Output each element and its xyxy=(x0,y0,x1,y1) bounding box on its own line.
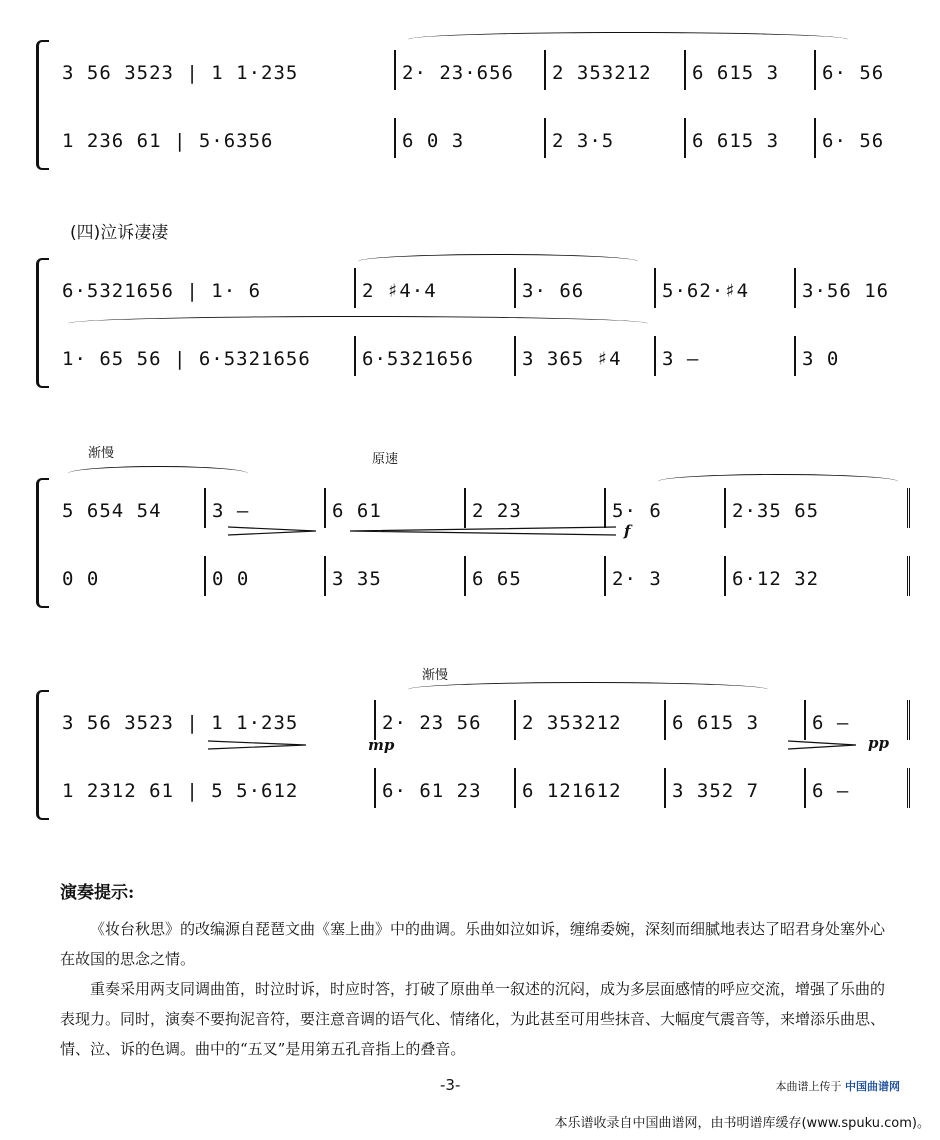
measure xyxy=(206,488,326,528)
measure-notes: 2· 3 xyxy=(612,568,662,590)
tempo-mark: 原速 xyxy=(372,452,399,467)
measure xyxy=(326,488,466,528)
measure-notes: 6 615 3 xyxy=(692,62,780,84)
tempo-mark: 渐慢 xyxy=(88,446,115,461)
measure-notes: 3·56 16 xyxy=(802,280,890,302)
measure xyxy=(726,488,910,528)
measure xyxy=(686,50,816,90)
measure xyxy=(396,118,546,158)
staff-bracket xyxy=(36,258,49,388)
tempo-mark: 渐慢 xyxy=(422,668,449,683)
dynamic-pp: pp xyxy=(868,734,889,752)
measure-notes: 3 56 3523 | 1 1·235 xyxy=(62,62,299,84)
slur xyxy=(358,254,638,269)
lower-voice-row xyxy=(56,556,912,596)
lower-voice-row xyxy=(56,118,912,158)
measure xyxy=(466,488,606,528)
upper-voice-row xyxy=(56,488,912,528)
upload-credit xyxy=(776,1078,901,1094)
measure xyxy=(816,118,912,158)
measure-notes: 6 65 xyxy=(472,568,522,590)
lower-voice-row xyxy=(56,336,912,376)
measure-notes: 2 ♯4·4 xyxy=(362,280,437,302)
measure xyxy=(356,336,516,376)
measure xyxy=(516,768,666,808)
slur xyxy=(68,466,248,481)
staff-bracket xyxy=(36,40,49,170)
section-title: (四)泣诉凄凄 xyxy=(70,223,169,243)
measure xyxy=(656,336,796,376)
dynamic-mp: mp xyxy=(368,736,395,754)
measure-notes: 3 0 xyxy=(802,348,840,370)
measure-notes: 2 353212 xyxy=(522,712,622,734)
measure-notes: 2·35 65 xyxy=(732,500,820,522)
dynamic-f: f xyxy=(624,522,631,540)
measure xyxy=(466,556,606,596)
measure xyxy=(396,50,546,90)
measure xyxy=(686,118,816,158)
footer-source: 本乐谱收录自中国曲谱网，由书明谱库缓存(www.spuku.com)。 xyxy=(554,1116,930,1131)
performance-notes-heading: 演奏提示: xyxy=(60,883,135,903)
measure-notes: 6 0 3 xyxy=(402,130,465,152)
measure-notes: 6·5321656 | 1· 6 xyxy=(62,280,262,302)
measure xyxy=(376,768,516,808)
upload-text: 本曲谱上传于 xyxy=(775,1080,842,1093)
score-system-4 xyxy=(28,668,912,820)
measure xyxy=(546,50,686,90)
upper-voice-row xyxy=(56,700,912,740)
measure-notes: 6 121612 xyxy=(522,780,622,802)
measure-notes: 2· 23·656 xyxy=(402,62,514,84)
measure xyxy=(656,268,796,308)
staff-bracket xyxy=(36,690,49,820)
measure xyxy=(56,118,396,158)
measure-notes: 3 35 xyxy=(332,568,382,590)
lower-voice-row xyxy=(56,768,912,808)
measure xyxy=(56,50,396,90)
measure xyxy=(816,50,912,90)
measure xyxy=(56,700,376,740)
measure-notes: 3 365 ♯4 xyxy=(522,348,622,370)
measure xyxy=(516,700,666,740)
measure xyxy=(666,768,806,808)
slur xyxy=(658,474,898,489)
measure-notes: 3 352 7 xyxy=(672,780,760,802)
measure-notes: 0 0 xyxy=(212,568,250,590)
performance-notes xyxy=(60,878,890,1064)
measure-notes: 1 2312 61 | 5 5·612 xyxy=(62,780,299,802)
upper-voice-row xyxy=(56,268,912,308)
measure xyxy=(516,268,656,308)
measure xyxy=(56,488,206,528)
slur xyxy=(408,682,768,697)
measure-notes: 3 — xyxy=(662,348,700,370)
decrescendo-hairpin xyxy=(208,740,308,750)
decrescendo-hairpin xyxy=(788,740,858,750)
measure-notes: 5·62·♯4 xyxy=(662,280,750,302)
measure xyxy=(376,700,516,740)
measure xyxy=(726,556,910,596)
upper-voice-row xyxy=(56,50,912,90)
upload-site-logo: 中国曲谱网 xyxy=(845,1080,900,1093)
staff-bracket xyxy=(36,478,49,608)
measure xyxy=(806,700,910,740)
measure-notes: 6 — xyxy=(812,780,850,802)
measure-notes: 1 236 61 | 5·6356 xyxy=(62,130,274,152)
performance-notes-paragraph: 重奏采用两支同调曲笛，时泣时诉，时应时答，打破了原曲单一叙述的沉闷，成为多层面感情的呼应交流，增强了乐曲的表现力。同时，演奏不要拘泥音符，要注意音调的语气化、情绪化，为此甚至可用些抹音、大幅度气震音等，来增添乐曲思、情、泣、诉的色调。曲中的“五叉”是用第五孔音指上的叠音。 xyxy=(60,980,886,1058)
measure xyxy=(796,268,912,308)
measure-notes: 0 0 xyxy=(62,568,100,590)
measure xyxy=(356,268,516,308)
measure-notes: 3 56 3523 | 1 1·235 xyxy=(62,712,299,734)
measure-notes: 6 61 xyxy=(332,500,382,522)
score-system-1 xyxy=(28,40,912,170)
measure-notes: 2· 23 56 xyxy=(382,712,482,734)
measure xyxy=(56,336,356,376)
slur xyxy=(408,32,848,47)
score-system-3 xyxy=(28,446,912,608)
measure xyxy=(326,556,466,596)
measure-notes: 2 23 xyxy=(472,500,522,522)
measure-notes: 6· 61 23 xyxy=(382,780,482,802)
measure xyxy=(546,118,686,158)
measure xyxy=(796,336,912,376)
performance-notes-paragraph: 《妆台秋思》的改编源自琵琶文曲《塞上曲》中的曲调。乐曲如泣如诉，缠绵委婉，深刻而细腻地表达了昭君身处塞外心在故国的思念之情。 xyxy=(60,920,886,968)
measure-notes: 6 615 3 xyxy=(692,130,780,152)
measure xyxy=(56,268,356,308)
measure-notes: 6 — xyxy=(812,712,850,734)
measure-notes: 6· 56 xyxy=(822,62,885,84)
score-system-2 xyxy=(28,258,912,388)
page-number: -3- xyxy=(440,1076,461,1094)
measure-notes: 6 615 3 xyxy=(672,712,760,734)
measure xyxy=(606,556,726,596)
measure-notes: 3· 66 xyxy=(522,280,585,302)
measure-notes: 5· 6 xyxy=(612,500,662,522)
measure-notes: 2 353212 xyxy=(552,62,652,84)
measure-notes: 3 — xyxy=(212,500,250,522)
measure xyxy=(516,336,656,376)
measure-notes: 6·12 32 xyxy=(732,568,820,590)
measure xyxy=(666,700,806,740)
measure xyxy=(56,556,206,596)
measure-notes: 1· 65 56 | 6·5321656 xyxy=(62,348,311,370)
measure xyxy=(56,768,376,808)
measure-notes: 5 654 54 xyxy=(62,500,162,522)
slur xyxy=(68,316,648,331)
measure xyxy=(806,768,910,808)
measure xyxy=(206,556,326,596)
measure-notes: 6· 56 xyxy=(822,130,885,152)
measure-notes: 2 3·5 xyxy=(552,130,615,152)
measure-notes: 6·5321656 xyxy=(362,348,474,370)
measure xyxy=(606,488,726,528)
